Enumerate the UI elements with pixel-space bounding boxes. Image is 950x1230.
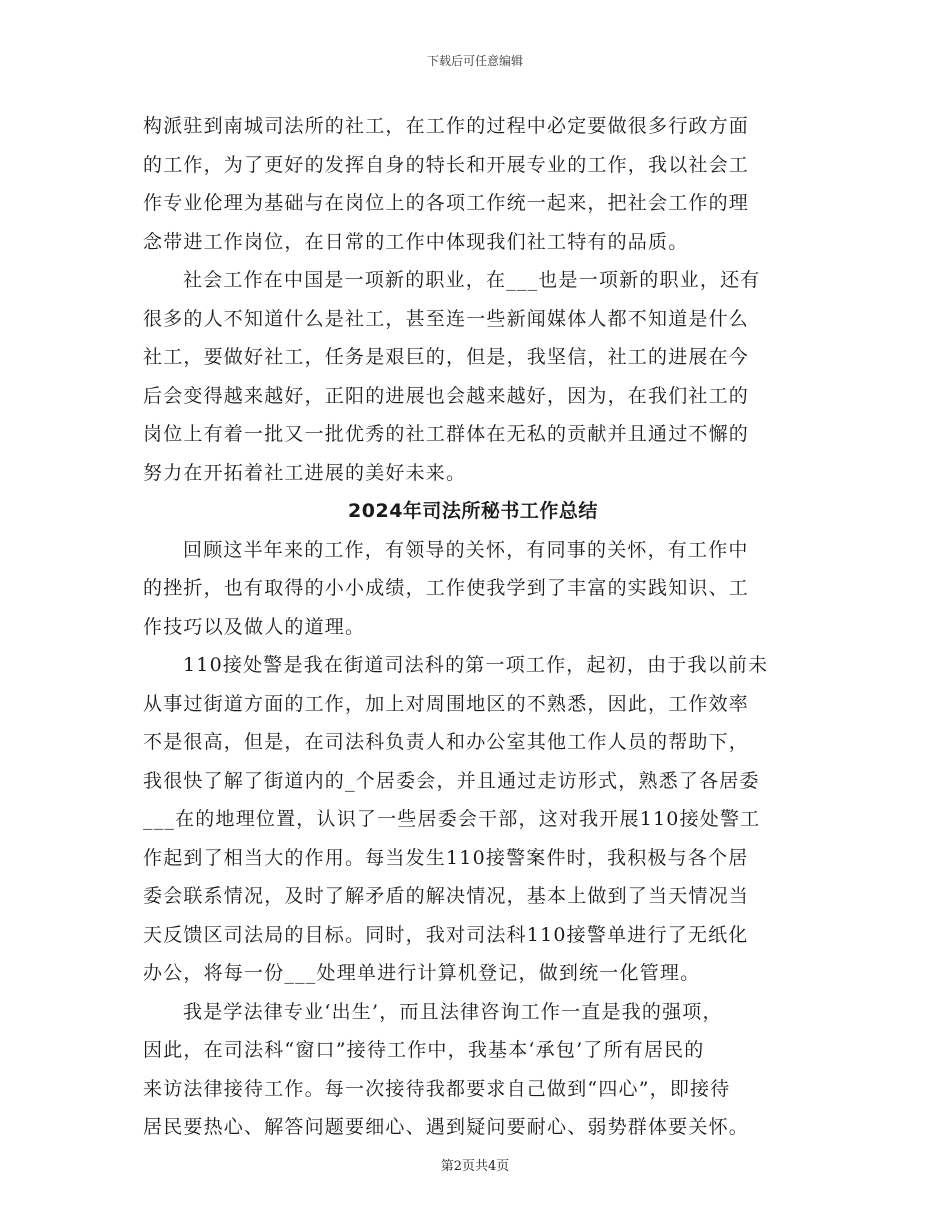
- body-text-line: 社工，要做好社工，任务是艰巨的，但是，我坚信，社工的进展在今: [143, 346, 750, 368]
- body-text-line: 构派驻到南城司法所的社工，在工作的过程中必定要做很多行政方面: [143, 115, 750, 137]
- section-title: 2024年司法所秘书工作总结: [348, 500, 598, 522]
- body-text-line: 办公，将每一份___处理单进行计算机登记，做到统一化管理。: [143, 962, 701, 984]
- body-text-line: 居民要热心、解答问题要细心、遇到疑问要耐心、弱势群体要关怀。: [143, 1116, 750, 1138]
- body-text-line: 委会联系情况，及时了解矛盾的解决情况，基本上做到了当天情况当: [143, 885, 750, 907]
- body-text-line: 不是很高，但是，在司法科负责人和办公室其他工作人员的帮助下，: [143, 731, 750, 753]
- document-body: [143, 107, 803, 1147]
- body-text-line: 我很快了解了街道内的_个居委会，并且通过走访形式，熟悉了各居委: [143, 769, 760, 792]
- body-text-line: 回顾这半年来的工作，有领导的关怀，有同事的关怀，有工作中: [183, 538, 749, 561]
- body-text-line: 的挫折，也有取得的小小成绩，工作使我学到了丰富的实践知识、工: [143, 577, 750, 599]
- page-header: 下载后可任意编辑: [426, 54, 523, 68]
- body-text-line: 努力在开拓着社工进展的美好未来。: [143, 461, 467, 484]
- body-text-line: 来访法律接待工作。每一次接待我都要求自己做到“四心”，即接待: [143, 1077, 731, 1100]
- body-text-line: 天反馈区司法局的目标。同时，我对司法科110接警单进行了无纸化: [143, 923, 749, 946]
- body-text-line: 因此，在司法科“窗口”接待工作中，我基本‘承包’了所有居民的: [143, 1039, 705, 1061]
- body-text-line: 作专业伦理为基础与在岗位上的各项工作统一起来，把社会工作的理: [143, 192, 750, 214]
- body-text-line: 的工作，为了更好的发挥自身的特长和开展专业的工作，我以社会工: [143, 153, 750, 176]
- body-text-line: ___在的地理位置，认识了一些居委会干部，这对我开展110接处警工: [143, 808, 761, 830]
- page-footer: 第2页共4页: [440, 1159, 510, 1174]
- body-text-line: 作起到了相当大的作用。每当发生110接警案件时，我积极与各个居: [143, 846, 749, 869]
- body-text-line: 110接处警是我在街道司法科的第一项工作，起初，由于我以前未: [183, 654, 769, 676]
- body-text-line: 作技巧以及做人的道理。: [143, 615, 366, 638]
- body-text-line: 后会变得越来越好，正阳的进展也会越来越好，因为，在我们社工的: [143, 384, 750, 407]
- body-text-line: 从事过街道方面的工作，加上对周围地区的不熟悉，因此，工作效率: [143, 692, 750, 715]
- body-text-line: 岗位上有着一批又一批优秀的社工群体在无私的贡献并且通过不懈的: [143, 423, 750, 445]
- body-text-line: 社会工作在中国是一项新的职业，在___也是一项新的职业，还有: [183, 269, 761, 291]
- body-text-line: 很多的人不知道什么是社工，甚至连一些新闻媒体人都不知道是什么: [143, 307, 750, 330]
- body-text-line: 念带进工作岗位，在日常的工作中体现我们社工特有的品质。: [143, 230, 689, 253]
- body-text-line: 我是学法律专业‘出生’，而且法律咨询工作一直是我的强项，: [183, 1000, 723, 1023]
